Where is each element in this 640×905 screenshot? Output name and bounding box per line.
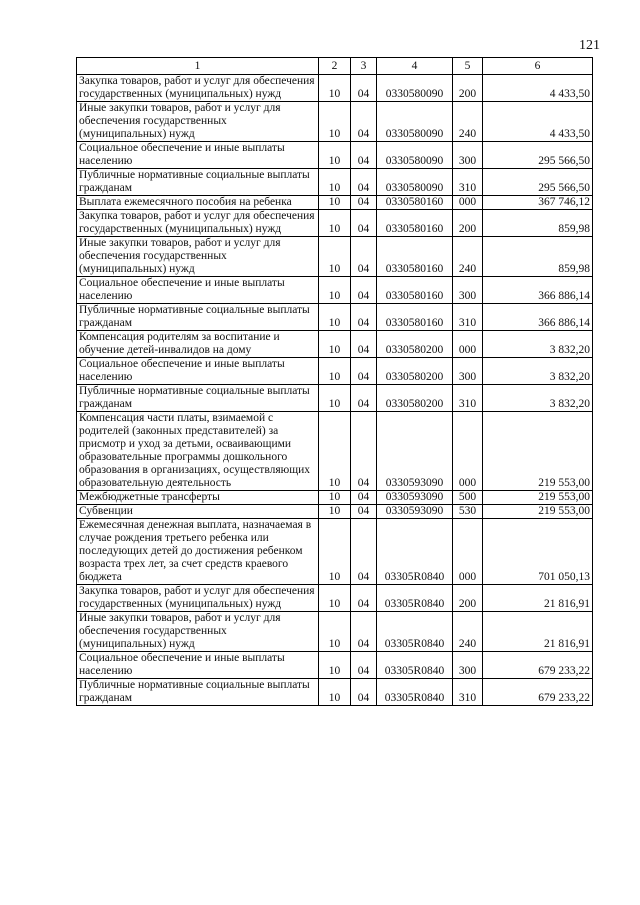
row-subsection: 04 bbox=[351, 385, 377, 412]
row-name: Публичные нормативные социальные выплаты гражданам bbox=[77, 679, 319, 706]
row-section: 10 bbox=[319, 196, 351, 210]
table-row bbox=[77, 210, 593, 237]
row-amount: 295 566,50 bbox=[483, 142, 593, 169]
row-name: Иные закупки товаров, работ и услуг для обеспечения государственных (муниципальных) нужд bbox=[77, 237, 319, 277]
row-target-article: 03305R0840 bbox=[377, 519, 453, 585]
row-subsection: 04 bbox=[351, 196, 377, 210]
row-target-article: 0330580160 bbox=[377, 196, 453, 210]
header-col-4: 4 bbox=[377, 58, 453, 75]
row-target-article: 03305R0840 bbox=[377, 679, 453, 706]
row-target-article: 0330593090 bbox=[377, 491, 453, 505]
row-section: 10 bbox=[319, 304, 351, 331]
row-target-article: 03305R0840 bbox=[377, 585, 453, 612]
row-subsection: 04 bbox=[351, 585, 377, 612]
row-expense-type: 300 bbox=[453, 142, 483, 169]
header-col-3: 3 bbox=[351, 58, 377, 75]
row-target-article: 0330580160 bbox=[377, 237, 453, 277]
row-subsection: 04 bbox=[351, 142, 377, 169]
header-col-1: 1 bbox=[77, 58, 319, 75]
row-target-article: 0330580090 bbox=[377, 102, 453, 142]
row-subsection: 04 bbox=[351, 412, 377, 491]
row-amount: 4 433,50 bbox=[483, 75, 593, 102]
row-section: 10 bbox=[319, 585, 351, 612]
table-row bbox=[77, 75, 593, 102]
row-section: 10 bbox=[319, 505, 351, 519]
table-row bbox=[77, 505, 593, 519]
row-subsection: 04 bbox=[351, 75, 377, 102]
header-col-5: 5 bbox=[453, 58, 483, 75]
row-expense-type: 500 bbox=[453, 491, 483, 505]
row-amount: 366 886,14 bbox=[483, 304, 593, 331]
row-expense-type: 240 bbox=[453, 612, 483, 652]
row-section: 10 bbox=[319, 385, 351, 412]
row-subsection: 04 bbox=[351, 210, 377, 237]
row-amount: 367 746,12 bbox=[483, 196, 593, 210]
row-amount: 219 553,00 bbox=[483, 491, 593, 505]
row-amount: 366 886,14 bbox=[483, 277, 593, 304]
row-expense-type: 310 bbox=[453, 169, 483, 196]
row-expense-type: 300 bbox=[453, 277, 483, 304]
row-section: 10 bbox=[319, 237, 351, 277]
table-row bbox=[77, 196, 593, 210]
row-section: 10 bbox=[319, 210, 351, 237]
row-subsection: 04 bbox=[351, 237, 377, 277]
row-section: 10 bbox=[319, 491, 351, 505]
row-subsection: 04 bbox=[351, 169, 377, 196]
row-target-article: 0330580090 bbox=[377, 169, 453, 196]
table-row bbox=[77, 331, 593, 358]
table-row bbox=[77, 169, 593, 196]
table-row bbox=[77, 585, 593, 612]
page-number: 121 bbox=[579, 38, 600, 53]
row-target-article: 0330580160 bbox=[377, 277, 453, 304]
row-amount: 3 832,20 bbox=[483, 331, 593, 358]
table-body bbox=[77, 75, 593, 706]
row-amount: 859,98 bbox=[483, 210, 593, 237]
row-name: Иные закупки товаров, работ и услуг для обеспечения государственных (муниципальных) нужд bbox=[77, 612, 319, 652]
row-expense-type: 000 bbox=[453, 412, 483, 491]
row-name: Выплата ежемесячного пособия на ребенка bbox=[77, 196, 319, 210]
table-row bbox=[77, 102, 593, 142]
table-row bbox=[77, 277, 593, 304]
table-row bbox=[77, 612, 593, 652]
row-target-article: 0330580160 bbox=[377, 210, 453, 237]
table-row bbox=[77, 412, 593, 491]
row-subsection: 04 bbox=[351, 519, 377, 585]
row-name: Социальное обеспечение и иные выплаты населению bbox=[77, 277, 319, 304]
table-header-row bbox=[77, 58, 593, 75]
row-expense-type: 240 bbox=[453, 237, 483, 277]
budget-table bbox=[76, 57, 593, 706]
row-expense-type: 300 bbox=[453, 652, 483, 679]
row-name: Публичные нормативные социальные выплаты гражданам bbox=[77, 169, 319, 196]
row-expense-type: 310 bbox=[453, 304, 483, 331]
row-amount: 4 433,50 bbox=[483, 102, 593, 142]
row-amount: 21 816,91 bbox=[483, 612, 593, 652]
row-name: Социальное обеспечение и иные выплаты населению bbox=[77, 652, 319, 679]
row-name: Публичные нормативные социальные выплаты гражданам bbox=[77, 385, 319, 412]
row-amount: 295 566,50 bbox=[483, 169, 593, 196]
row-expense-type: 530 bbox=[453, 505, 483, 519]
row-subsection: 04 bbox=[351, 491, 377, 505]
row-expense-type: 200 bbox=[453, 75, 483, 102]
row-amount: 859,98 bbox=[483, 237, 593, 277]
header-col-6: 6 bbox=[483, 58, 593, 75]
row-section: 10 bbox=[319, 652, 351, 679]
table-row bbox=[77, 385, 593, 412]
row-name: Закупка товаров, работ и услуг для обеспечения государственных (муниципальных) нужд bbox=[77, 75, 319, 102]
row-name: Публичные нормативные социальные выплаты гражданам bbox=[77, 304, 319, 331]
row-name: Субвенции bbox=[77, 505, 319, 519]
row-target-article: 0330593090 bbox=[377, 412, 453, 491]
row-section: 10 bbox=[319, 679, 351, 706]
row-amount: 3 832,20 bbox=[483, 358, 593, 385]
row-name: Компенсация родителям за воспитание и обучение детей-инвалидов на дому bbox=[77, 331, 319, 358]
row-amount: 679 233,22 bbox=[483, 652, 593, 679]
row-expense-type: 200 bbox=[453, 585, 483, 612]
row-name: Закупка товаров, работ и услуг для обеспечения государственных (муниципальных) нужд bbox=[77, 585, 319, 612]
row-target-article: 0330580200 bbox=[377, 331, 453, 358]
header-col-2: 2 bbox=[319, 58, 351, 75]
row-section: 10 bbox=[319, 142, 351, 169]
table-row bbox=[77, 237, 593, 277]
row-section: 10 bbox=[319, 102, 351, 142]
row-subsection: 04 bbox=[351, 505, 377, 519]
row-amount: 3 832,20 bbox=[483, 385, 593, 412]
row-expense-type: 310 bbox=[453, 679, 483, 706]
row-amount: 21 816,91 bbox=[483, 585, 593, 612]
row-target-article: 03305R0840 bbox=[377, 612, 453, 652]
row-subsection: 04 bbox=[351, 679, 377, 706]
row-section: 10 bbox=[319, 412, 351, 491]
row-amount: 679 233,22 bbox=[483, 679, 593, 706]
row-expense-type: 000 bbox=[453, 519, 483, 585]
row-name: Межбюджетные трансферты bbox=[77, 491, 319, 505]
row-section: 10 bbox=[319, 169, 351, 196]
row-target-article: 0330580090 bbox=[377, 75, 453, 102]
row-subsection: 04 bbox=[351, 277, 377, 304]
row-expense-type: 240 bbox=[453, 102, 483, 142]
row-target-article: 03305R0840 bbox=[377, 652, 453, 679]
row-expense-type: 000 bbox=[453, 331, 483, 358]
table-row bbox=[77, 358, 593, 385]
row-subsection: 04 bbox=[351, 304, 377, 331]
row-target-article: 0330580090 bbox=[377, 142, 453, 169]
row-section: 10 bbox=[319, 331, 351, 358]
row-name: Социальное обеспечение и иные выплаты населению bbox=[77, 358, 319, 385]
row-section: 10 bbox=[319, 277, 351, 304]
row-target-article: 0330580200 bbox=[377, 358, 453, 385]
row-expense-type: 300 bbox=[453, 358, 483, 385]
row-name: Компенсация части платы, взимаемой с родителей (законных представителей) за присмотр и уход за детьми, осваивающими образовательные программы дошкольного образования в организациях, осуществляющих образовательную деятельность bbox=[77, 412, 319, 491]
table-row bbox=[77, 679, 593, 706]
row-amount: 219 553,00 bbox=[483, 412, 593, 491]
row-target-article: 0330580200 bbox=[377, 385, 453, 412]
row-target-article: 0330593090 bbox=[377, 505, 453, 519]
row-amount: 219 553,00 bbox=[483, 505, 593, 519]
row-subsection: 04 bbox=[351, 331, 377, 358]
row-amount: 701 050,13 bbox=[483, 519, 593, 585]
row-subsection: 04 bbox=[351, 358, 377, 385]
row-expense-type: 000 bbox=[453, 196, 483, 210]
table-row bbox=[77, 304, 593, 331]
row-subsection: 04 bbox=[351, 612, 377, 652]
table-row bbox=[77, 491, 593, 505]
row-expense-type: 200 bbox=[453, 210, 483, 237]
row-target-article: 0330580160 bbox=[377, 304, 453, 331]
row-name: Иные закупки товаров, работ и услуг для обеспечения государственных (муниципальных) нужд bbox=[77, 102, 319, 142]
row-section: 10 bbox=[319, 612, 351, 652]
row-subsection: 04 bbox=[351, 102, 377, 142]
row-name: Социальное обеспечение и иные выплаты населению bbox=[77, 142, 319, 169]
row-subsection: 04 bbox=[351, 652, 377, 679]
row-name: Ежемесячная денежная выплата, назначаемая в случае рождения третьего ребенка или последующих детей до достижения ребенком возраста трех лет, за счет средств краевого бюджета bbox=[77, 519, 319, 585]
row-expense-type: 310 bbox=[453, 385, 483, 412]
table-row bbox=[77, 142, 593, 169]
table-row bbox=[77, 652, 593, 679]
table-row bbox=[77, 519, 593, 585]
row-section: 10 bbox=[319, 75, 351, 102]
row-name: Закупка товаров, работ и услуг для обеспечения государственных (муниципальных) нужд bbox=[77, 210, 319, 237]
row-section: 10 bbox=[319, 519, 351, 585]
row-section: 10 bbox=[319, 358, 351, 385]
